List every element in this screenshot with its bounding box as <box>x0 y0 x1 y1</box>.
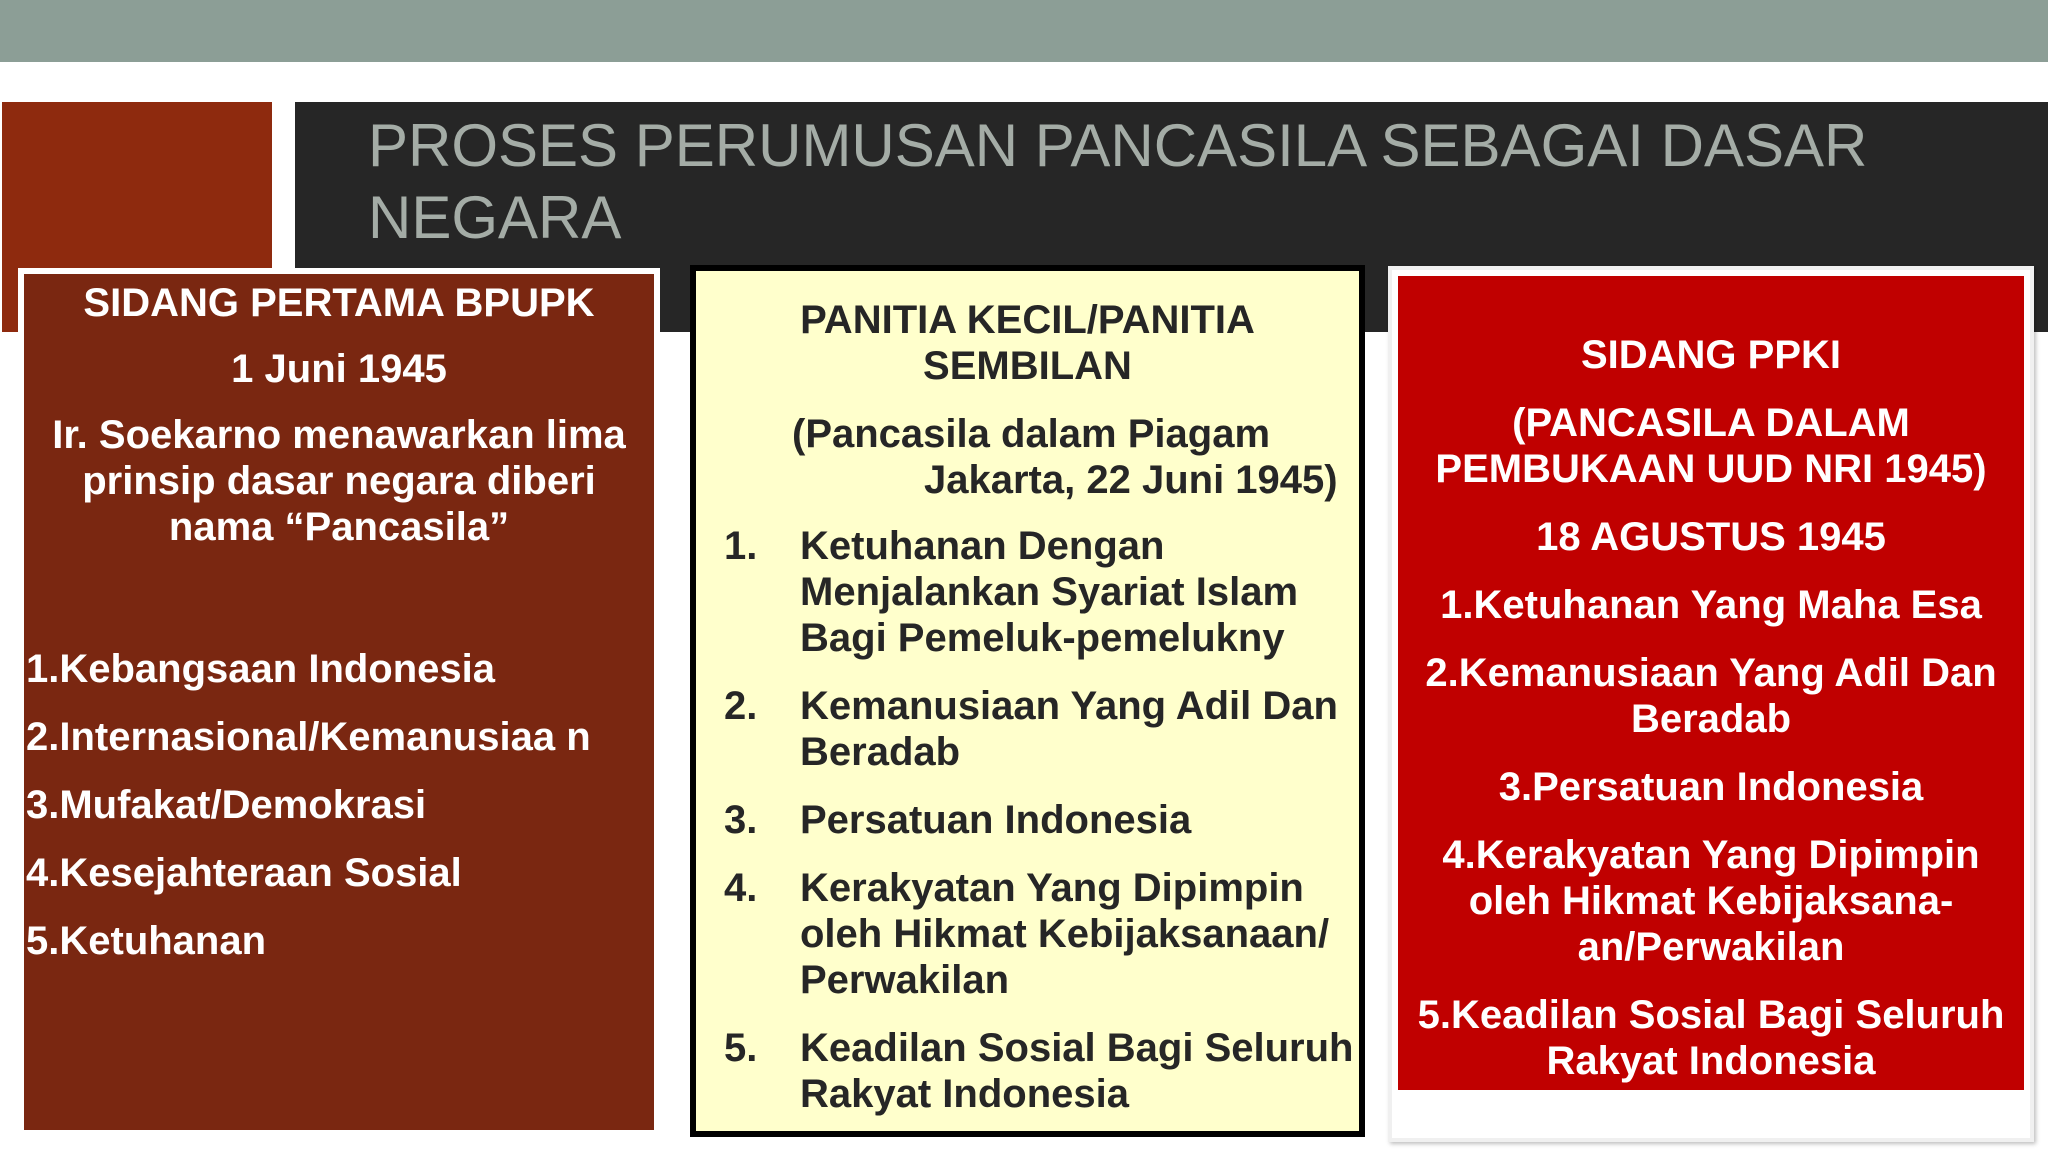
principles-list <box>24 646 654 964</box>
list-item: 4.Kesejahteraan Sosial <box>26 851 462 895</box>
panel-subtitle <box>696 411 1359 503</box>
item-number: 2. <box>724 684 758 728</box>
top-decorative-bar <box>0 0 2048 62</box>
panel-heading: SIDANG PERTAMA BPUPK <box>83 281 595 325</box>
subtitle-line: (Pancasila dalam Piagam <box>792 412 1271 456</box>
item-number: 1. <box>724 524 758 568</box>
principles-list <box>696 523 1359 1117</box>
ppki-session-panel <box>1388 266 2034 1142</box>
slide-title: PROSES PERUMUSAN PANCASILA SEBAGAI DASAR NEGARA <box>368 112 1868 251</box>
list-item <box>696 797 1359 843</box>
item-text: Kerakyatan Yang Dipimpin oleh Hikmat Kebijaksanaan/ Perwakilan <box>800 866 1330 1002</box>
panel-date: 18 AGUSTUS 1945 <box>1536 515 1886 559</box>
list-item: 3.Persatuan Indonesia <box>1498 765 1924 809</box>
subtitle-line: Jakarta, 22 Juni 1945) <box>924 458 1338 502</box>
list-item: 5.Ketuhanan <box>26 919 267 963</box>
list-item <box>696 523 1359 661</box>
list-item: 2.Kemanusiaan Yang Adil Dan Beradab <box>1425 651 1997 741</box>
list-item: 1.Ketuhanan Yang Maha Esa <box>1440 583 1982 627</box>
item-number: 4. <box>724 866 758 910</box>
bpupk-session-panel <box>18 268 660 1136</box>
item-text: Ketuhanan Dengan Menjalankan Syariat Islam Bagi Pemeluk-pemelukny <box>800 524 1299 660</box>
list-item <box>696 1025 1359 1117</box>
item-text: Persatuan Indonesia <box>800 798 1192 842</box>
panel-heading: SIDANG PPKI <box>1580 333 1842 377</box>
list-item: 2.Internasional/Kemanusiaa n <box>26 715 591 759</box>
principles-list <box>1398 582 2024 1084</box>
item-text: Keadilan Sosial Bagi Seluruh Rakyat Indonesia <box>800 1026 1354 1116</box>
item-number: 5. <box>724 1026 758 1070</box>
panel-heading: PANITIA KECIL/PANITIA SEMBILAN <box>800 298 1255 388</box>
list-item: 3.Mufakat/Demokrasi <box>26 783 427 827</box>
list-item: 1.Kebangsaan Indonesia <box>26 647 496 691</box>
panitia-sembilan-panel <box>690 265 1365 1137</box>
list-item <box>696 865 1359 1003</box>
list-item <box>696 683 1359 775</box>
panel-date: 1 Juni 1945 <box>231 347 447 391</box>
item-text: Kemanusiaan Yang Adil Dan Beradab <box>800 684 1338 774</box>
panel-description: Ir. Soekarno menawarkan lima prinsip dasar negara diberi nama “Pancasila” <box>52 413 626 549</box>
list-item: 5.Keadilan Sosial Bagi Seluruh Rakyat Indonesia <box>1417 993 2005 1083</box>
list-item: 4.Kerakyatan Yang Dipimpin oleh Hikmat Kebijaksana-an/Perwakilan <box>1442 833 1980 969</box>
item-number: 3. <box>724 798 758 842</box>
ppki-content-box <box>1398 276 2024 1090</box>
panel-subtitle: (PANCASILA DALAM PEMBUKAAN UUD NRI 1945) <box>1435 401 1987 491</box>
